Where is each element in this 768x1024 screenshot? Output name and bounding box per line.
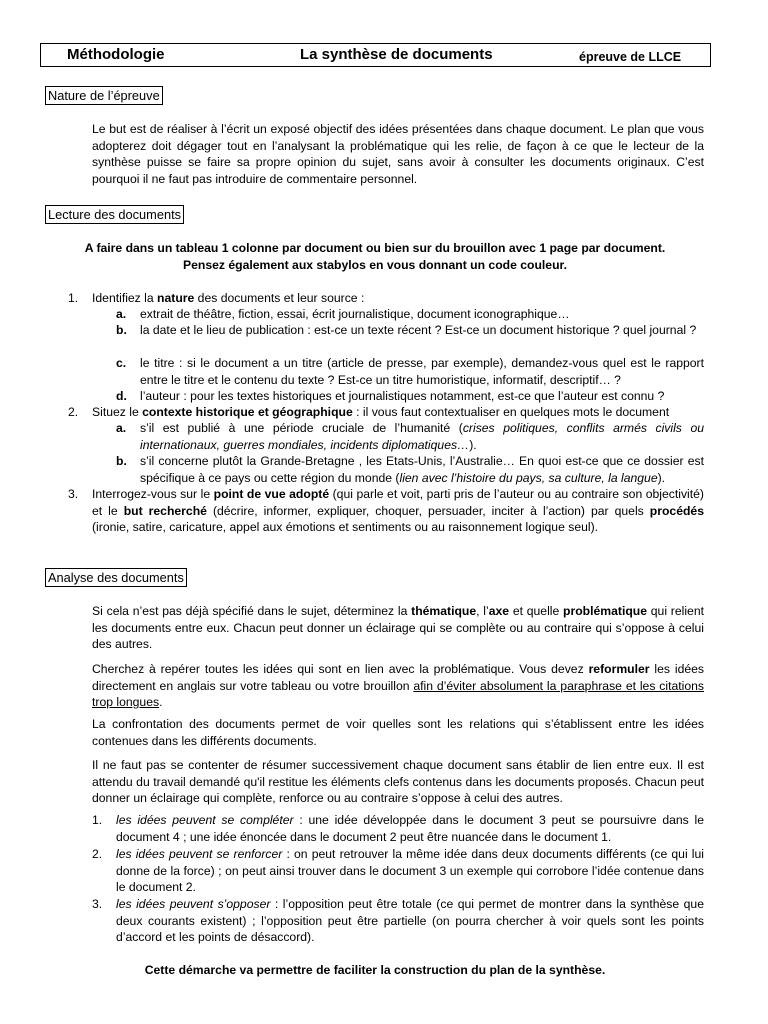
header-title: La synthèse de documents (300, 46, 493, 63)
list-letter: b. (116, 323, 127, 337)
header-methodologie: Méthodologie (67, 46, 165, 63)
list-number: 3. (92, 897, 103, 911)
lecture-item-2: Situez le contexte historique et géographique : il vous faut contextualiser en quelques mots le document (92, 405, 670, 419)
list-letter: b. (116, 454, 127, 468)
list-letter: d. (116, 389, 127, 403)
lecture-intro-line1: A faire dans un tableau 1 colonne par document ou bien sur du brouillon avec 1 page par document. (84, 241, 666, 255)
list-number: 1. (68, 291, 79, 305)
analyse-paragraph-1: Si cela n’est pas déjà spécifié dans le sujet, déterminez la thématique, l’axe et quelle problématique qui relient les documents entre eux. Chacun peut donner un éclairage qui se complète ou au contraire qui s’oppose à celui des autres. (92, 604, 704, 652)
analyse-paragraph-3: La confrontation des documents permet de voir quelles sont les relations qui s’établissent entre les idées contenues dans les différents documents. (92, 717, 704, 748)
list-letter: a. (116, 307, 127, 321)
lecture-item-2b: s’il concerne plutôt la Grande-Bretagne , les Etats-Unis, l’Australie… En quoi est-ce que ce dossier est spécifique à ce pays ou cette région du monde (lien avec l’histoire du pays, sa culture, la langue). (140, 454, 704, 485)
lecture-intro-line2: Pensez également aux stabylos en vous donnant un code couleur. (182, 258, 567, 272)
analyse-item-3: les idées peuvent s’opposer : l’opposition peut être totale (ce qui permet de montrer dans la synthèse que deux courants existent) ; l’opposition peut être partielle (on pourra chercher à voir quels sont les points d’accord et les points de désaccord). (116, 897, 704, 945)
list-letter: c. (116, 356, 127, 370)
lecture-item-2a: s’il est publié à une période cruciale de l’humanité (crises politiques, conflits armés civils ou internationaux, guerres mondiales, incidents diplomatiques…). (140, 421, 704, 452)
page-header (40, 43, 711, 67)
lecture-item-1a: extrait de théâtre, fiction, essai, écrit journalistique, document iconographique… (140, 307, 570, 321)
analyse-paragraph-2: Cherchez à repérer toutes les idées qui sont en lien avec la problématique. Vous devez reformuler les idées directement en anglais sur votre tableau ou votre brouillon afin d’éviter absolument la paraphrase et les citations trop longues. (92, 662, 704, 710)
section-title-lecture: Lecture des documents (45, 205, 184, 224)
analyse-item-1: les idées peuvent se compléter : une idée développée dans le document 3 peut se poursuivre dans le document 4 ; une idée énoncée dans le document 2 peut être nuancée dans le document 1. (116, 813, 705, 844)
analyse-paragraph-4: Il ne faut pas se contenter de résumer successivement chaque document sans établir de lien entre eux. Il est attendu du travail demandé qu'il restitue les éléments clefs contenus dans les documents proposés. Chacun peut donner un éclairage qui complète, renforce ou au contraire s’oppose à celui des autres. (92, 758, 704, 806)
lecture-item-1: Identifiez la nature des documents et leur source : (92, 291, 365, 305)
lecture-item-1c: le titre : si le document a un titre (article de presse, par exemple), demandez-vous quel est le rapport entre le titre et le contenu du texte ? Est-ce un titre humoristique, informatif, descriptif… ? (140, 356, 704, 387)
list-number: 3. (68, 487, 79, 501)
list-number: 2. (92, 847, 103, 861)
conclusion-line: Cette démarche va permettre de faciliter la construction du plan de la synthèse. (144, 963, 606, 977)
section-title-analyse: Analyse des documents (45, 568, 187, 587)
lecture-item-1d: l’auteur : pour les textes historiques et journalistiques notamment, est-ce que l’auteur est connu ? (140, 389, 665, 403)
analyse-item-2: les idées peuvent se renforcer : on peut retrouver la même idée dans deux documents différents (ce qui lui donne de la force) ; on peut ainsi trouver dans le document 3 un exemple qui corrobore l’idée contenue dans le document 2. (116, 847, 704, 895)
list-letter: a. (116, 421, 127, 435)
lecture-item-1b: la date et le lieu de publication : est-ce un texte récent ? Est-ce un document historique ? quel journal ? (140, 323, 697, 337)
list-number: 1. (92, 813, 103, 827)
section-title-nature: Nature de l’épreuve (45, 86, 163, 105)
header-epreuve: épreuve de LLCE (579, 50, 682, 64)
nature-paragraph: Le but est de réaliser à l’écrit un exposé objectif des idées présentées dans chaque document. Le plan que vous adopterez doit dégager tout en l’analysant la problématique qui les relie, de façon à ce que le lecteur de la synthèse puisse se faire sa propre opinion du sujet, sans avoir à consulter les documents originaux. C’est pourquoi il ne faut pas introduire de commentaire personnel. (92, 122, 704, 186)
lecture-item-3: Interrogez-vous sur le point de vue adopté (qui parle et voit, parti pris de l’auteur ou au contraire son objectivité) et le but recherché (décrire, informer, expliquer, choquer, persuader, inciter à l’action) par quels procédés (ironie, satire, caricature, appel aux émotions et sentiments ou au raisonnement logique seul). (92, 487, 704, 535)
list-number: 2. (68, 405, 79, 419)
